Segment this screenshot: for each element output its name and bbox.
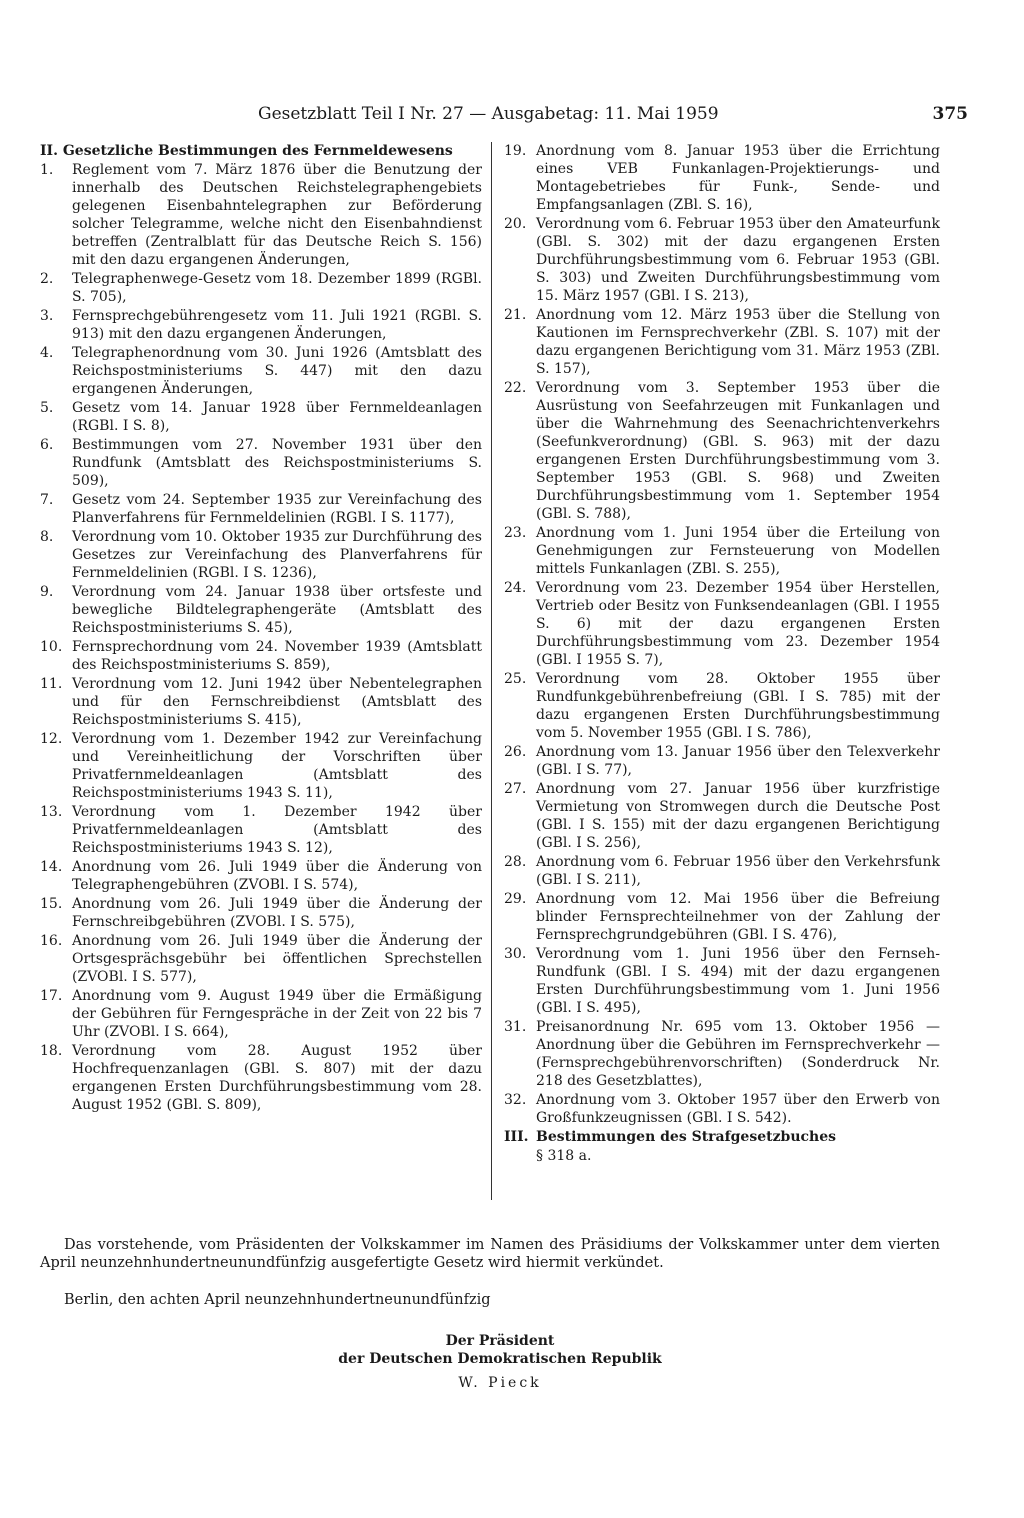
item-number: 3. <box>40 308 54 324</box>
item-number: 2. <box>40 271 54 287</box>
list-item <box>40 307 482 343</box>
item-text: Telegraphenordnung vom 30. Juni 1926 (Amtsblatt des Reichspostministeriums S. 447) mit den dazu ergangenen Änderungen, <box>72 345 482 397</box>
item-text: Fernsprechgebührengesetz vom 11. Juli 1921 (RGBl. S. 913) mit den dazu ergangenen Änderungen, <box>72 308 482 342</box>
item-number: 18. <box>40 1043 63 1059</box>
item-number: 20. <box>504 216 527 232</box>
item-number: 4. <box>40 345 54 361</box>
gazette-title: Gesetzblatt Teil I Nr. 27 — Ausgabetag: 11. Mai 1959 <box>258 104 719 124</box>
item-text: Verordnung vom 1. Juni 1956 über den Fernseh-Rundfunk (GBl. I S. 494) mit der dazu ergangenen Ersten Durchführungsbestimmung vom 1. Juni 1956 (GBl. I S. 495), <box>536 946 940 1016</box>
item-text: Anordnung vom 8. Januar 1953 über die Errichtung eines VEB Funkanlagen-Projektierungs- und Montagebetriebes für Funk-, Sende- und Empfangsanlagen (ZBl. S. 16), <box>536 143 940 213</box>
list-item <box>504 780 940 852</box>
promulgation-paragraph: Das vorstehende, vom Präsidenten der Volkskammer im Namen des Präsidiums der Volkskammer unter dem vierten April neunzehnhundertneunundfünfzig ausgefertigte Gesetz wird hiermit verkündet. <box>40 1237 940 1271</box>
item-text: Anordnung vom 26. Juli 1949 über die Änderung der Ortsgesprächsgebühr bei öffentlichen Sprechstellen (ZVOBl. I S. 577), <box>72 933 482 985</box>
section-heading: II. Gesetzliche Bestimmungen des Fernmeldewesens <box>40 143 453 159</box>
item-text: Anordnung vom 1. Juni 1954 über die Erteilung von Genehmigungen zur Fernsteuerung von Modellen mittels Funkanlagen (ZBl. S. 255), <box>536 525 940 577</box>
list-item <box>504 524 940 578</box>
signature-office: der Deutschen Demokratischen Republik <box>338 1351 662 1367</box>
list-item <box>504 579 940 669</box>
list-item <box>40 803 482 857</box>
item-number: 7. <box>40 492 54 508</box>
item-text: Anordnung vom 12. Mai 1956 über die Befreiung blinder Fernsprechteilnehmer von der Zahlung der Fernsprechgrundgebühren (GBl. I S. 476), <box>536 891 940 943</box>
item-number: 8. <box>40 529 54 545</box>
item-text: Telegraphenwege-Gesetz vom 18. Dezember 1899 (RGBl. S. 705), <box>72 271 482 305</box>
list-item <box>40 932 482 986</box>
item-text: Verordnung vom 24. Januar 1938 über ortsfeste und bewegliche Bildtelegraphengeräte (Amtsblatt des Reichspostministeriums S. 45), <box>72 584 482 636</box>
item-text: Verordnung vom 28. August 1952 über Hochfrequenzanlagen (GBl. S. 807) mit der dazu ergangenen Ersten Durchführungsbestimmung vom 28. August 1952 (GBl. S. 809), <box>72 1043 482 1113</box>
list-item <box>504 306 940 378</box>
item-number: 22. <box>504 380 527 396</box>
item-text: Anordnung vom 26. Juli 1949 über die Änderung von Telegraphengebühren (ZVOBl. I S. 574), <box>72 859 482 893</box>
item-number: 11. <box>40 676 63 692</box>
list-item <box>40 895 482 931</box>
item-text: Anordnung vom 27. Januar 1956 über kurzfristige Vermietung von Stromwegen durch die Deutsche Post (GBl. I S. 155) mit der dazu ergangenen Berichtigung (GBl. I S. 256), <box>536 781 940 851</box>
item-text: Verordnung vom 12. Juni 1942 über Nebentelegraphen und für den Fernschreibdienst (Amtsblatt des Reichspostministeriums S. 415), <box>72 676 482 728</box>
item-number: 12. <box>40 731 63 747</box>
item-number: 5. <box>40 400 54 416</box>
item-number: 10. <box>40 639 63 655</box>
item-number: 15. <box>40 896 63 912</box>
list-item <box>504 379 940 523</box>
left-column <box>40 142 482 1115</box>
item-text: Anordnung vom 3. Oktober 1957 über den Erwerb von Großfunkzeugnissen (GBl. I S. 542). <box>536 1092 940 1126</box>
item-text: Verordnung vom 1. Dezember 1942 über Privatfernmeldeanlagen (Amtsblatt des Reichspostministeriums 1943 S. 12), <box>72 804 482 856</box>
item-number: 16. <box>40 933 63 949</box>
list-item <box>504 945 940 1017</box>
item-number: 14. <box>40 859 63 875</box>
item-number: 29. <box>504 891 527 907</box>
item-number: 32. <box>504 1092 527 1108</box>
left-list <box>40 161 482 1114</box>
item-text: Bestimmungen vom 27. November 1931 über den Rundfunk (Amtsblatt des Reichspostministeriums S. 509), <box>72 437 482 489</box>
right-column <box>504 142 940 1165</box>
item-number: 23. <box>504 525 527 541</box>
list-item <box>40 1042 482 1114</box>
item-text: Verordnung vom 3. September 1953 über die Ausrüstung von Seefahrzeugen mit Funkanlagen und über die Wahrnehmung des Seenachrichtenverkehrs (Seefunkverordnung) (GBl. S. 963) mit der dazu ergangenen Ersten Durchführungsbestimmung vom 3. September 1953 (GBl. S. 968) und Zweiten Durchführungsbestimmung vom 1. September 1954 (GBl. S. 788), <box>536 380 940 522</box>
list-item <box>40 638 482 674</box>
list-item <box>40 528 482 582</box>
item-text: Verordnung vom 10. Oktober 1935 zur Durchführung des Gesetzes zur Vereinfachung des Planverfahrens für Fernmeldelinien (RGBl. I S. 1236), <box>72 529 482 581</box>
list-item <box>40 675 482 729</box>
section-number: III. <box>504 1129 529 1145</box>
list-item <box>40 344 482 398</box>
list-item <box>504 1091 940 1127</box>
list-item <box>40 436 482 490</box>
item-number: 30. <box>504 946 527 962</box>
list-item <box>40 730 482 802</box>
list-item <box>504 142 940 214</box>
section-heading-3 <box>504 1128 940 1146</box>
item-text: Anordnung vom 12. März 1953 über die Stellung von Kautionen im Fernsprechverkehr (ZBl. S. 107) mit der dazu ergangenen Berichtigung vom 31. März 1953 (ZBl. S. 157), <box>536 307 940 377</box>
item-text: Anordnung vom 13. Januar 1956 über den Telexverkehr (GBl. I S. 77), <box>536 744 940 778</box>
list-item <box>504 1018 940 1090</box>
right-list <box>504 142 940 1127</box>
section-paragraph: § 318 a. <box>536 1148 592 1164</box>
list-item <box>40 987 482 1041</box>
list-item <box>504 215 940 305</box>
item-text: Verordnung vom 6. Februar 1953 über den Amateurfunk (GBl. S. 302) mit der dazu ergangenen Ersten Durchführungsbestimmung vom 6. Februar 1953 (GBl. S. 303) und Zweiten Durchführungsbestimmung vom 15. März 1957 (GBl. I S. 213), <box>536 216 940 304</box>
item-number: 9. <box>40 584 54 600</box>
list-item <box>40 399 482 435</box>
list-item <box>504 853 940 889</box>
item-number: 31. <box>504 1019 527 1035</box>
list-item <box>504 890 940 944</box>
item-text: Reglement vom 7. März 1876 über die Benutzung der innerhalb des Deutschen Reichstelegraphengebiets gelegenen Eisenbahntelegraphen zur Beförderung solcher Telegramme, welche nicht den Eisenbahndienst betreffen (Zentralblatt für das Deutsche Reich S. 156) mit den dazu ergangenen Änderungen, <box>72 162 482 268</box>
item-number: 28. <box>504 854 527 870</box>
item-number: 19. <box>504 143 527 159</box>
item-text: Verordnung vom 28. Oktober 1955 über Rundfunkgebührenbefreiung (GBl. I S. 785) mit der dazu ergangenen Ersten Durchführungsbestimmung vom 5. November 1955 (GBl. I S. 786), <box>536 671 940 741</box>
promulgation-text <box>40 1236 940 1272</box>
signature-block <box>300 1332 700 1392</box>
list-item <box>40 583 482 637</box>
item-number: 1. <box>40 162 54 178</box>
signature-name: W. Pieck <box>458 1375 542 1391</box>
section-title: Bestimmungen des Strafgesetzbuches <box>536 1129 837 1145</box>
list-item <box>40 858 482 894</box>
item-text: Anordnung vom 6. Februar 1956 über den Verkehrsfunk (GBl. I S. 211), <box>536 854 940 888</box>
item-number: 21. <box>504 307 527 323</box>
item-number: 27. <box>504 781 527 797</box>
signature-title: Der Präsident <box>445 1333 555 1349</box>
list-item <box>40 270 482 306</box>
list-item <box>504 743 940 779</box>
item-text: Preisanordnung Nr. 695 vom 13. Oktober 1956 — Anordnung über die Gebühren im Fernsprechverkehr — (Fernsprechgebührenvorschriften) (Sonderdruck Nr. 218 des Gesetzblattes), <box>536 1019 940 1089</box>
item-number: 26. <box>504 744 527 760</box>
item-number: 24. <box>504 580 527 596</box>
item-number: 25. <box>504 671 527 687</box>
item-text: Fernsprechordnung vom 24. November 1939 (Amtsblatt des Reichspostministeriums S. 859), <box>72 639 482 673</box>
column-divider <box>491 142 492 1200</box>
page-number: 375 <box>932 104 968 124</box>
item-number: 17. <box>40 988 63 1004</box>
item-text: Verordnung vom 1. Dezember 1942 zur Vereinfachung und Vereinheitlichung der Vorschriften über Privatfernmeldeanlagen (Amtsblatt des Reichspostministeriums 1943 S. 11), <box>72 731 482 801</box>
item-text: Verordnung vom 23. Dezember 1954 über Herstellen, Vertrieb oder Besitz von Funksendeanlagen (GBl. I 1955 S. 6) mit der dazu ergangenen Ersten Durchführungsbestimmung vom 23. Dezember 1954 (GBl. I 1955 S. 7), <box>536 580 940 668</box>
item-text: Gesetz vom 14. Januar 1928 über Fernmeldeanlagen (RGBl. I S. 8), <box>72 400 482 434</box>
item-number: 13. <box>40 804 63 820</box>
list-item <box>40 161 482 269</box>
list-item <box>504 670 940 742</box>
item-number: 6. <box>40 437 54 453</box>
place-date: Berlin, den achten April neunzehnhundertneunundfünfzig <box>64 1292 491 1308</box>
item-text: Anordnung vom 9. August 1949 über die Ermäßigung der Gebühren für Ferngespräche in der Zeit von 22 bis 7 Uhr (ZVOBl. I S. 664), <box>72 988 482 1040</box>
list-item <box>40 491 482 527</box>
page-header <box>40 102 968 126</box>
item-text: Gesetz vom 24. September 1935 zur Vereinfachung des Planverfahrens für Fernmeldelinien (RGBl. I S. 1177), <box>72 492 482 526</box>
item-text: Anordnung vom 26. Juli 1949 über die Änderung der Fernschreibgebühren (ZVOBl. I S. 575), <box>72 896 482 930</box>
